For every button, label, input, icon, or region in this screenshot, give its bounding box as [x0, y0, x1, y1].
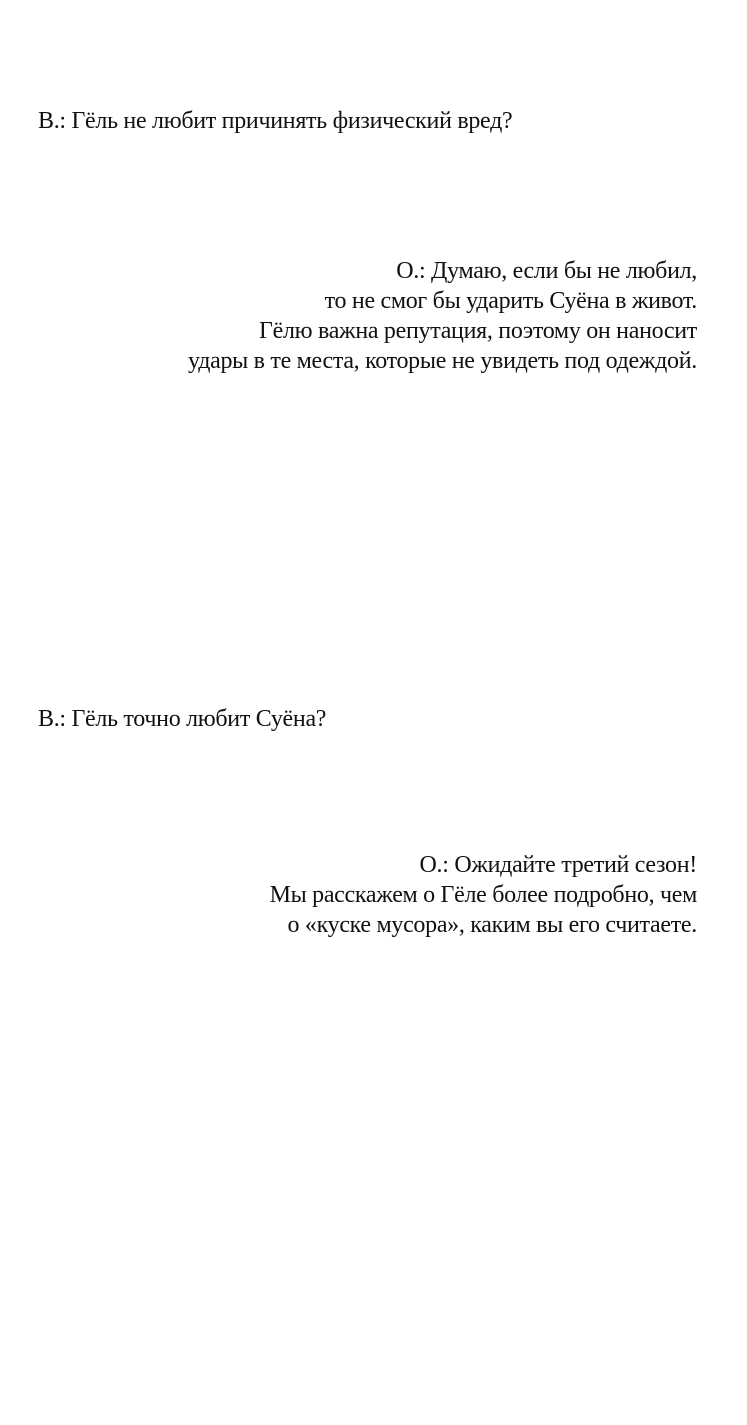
answer-1: [188, 256, 697, 376]
question-2-text: В.: Гёль точно любит Суёна?: [38, 706, 327, 732]
question-1: [38, 106, 512, 136]
answer-2: [270, 850, 697, 940]
question-2: [38, 704, 326, 734]
answer-2-line-2: Мы расскажем о Гёле более подробно, чем: [269, 882, 697, 908]
answer-1-line-3: Гёлю важна репутация, поэтому он наносит: [259, 318, 697, 344]
answer-2-line-3: о «куске мусора», каким вы его считаете.: [287, 912, 697, 938]
question-1-text: В.: Гёль не любит причинять физический вред?: [38, 108, 513, 134]
answer-1-line-1: О.: Думаю, если бы не любил,: [396, 258, 697, 284]
answer-1-line-4: удары в те места, которые не увидеть под одеждой.: [188, 348, 697, 374]
answer-1-line-2: то не смог бы ударить Суёна в живот.: [324, 288, 697, 314]
answer-2-line-1: О.: Ожидайте третий сезон!: [419, 852, 697, 878]
